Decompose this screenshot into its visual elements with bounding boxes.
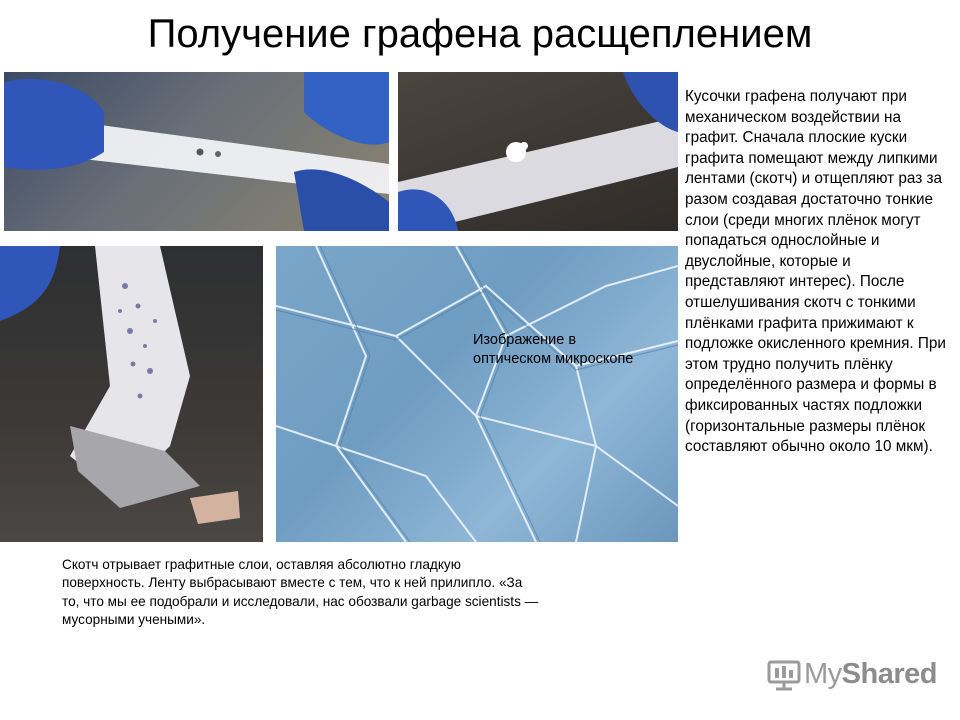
slide-title: Получение графена расщеплением [147, 12, 813, 56]
photo-tape-residue-illustration [0, 246, 263, 542]
graphene-description: Кусочки графена получают при механическом воздействии на графит. Сначала плоские куски графита помещают между липкими лентами (скотч) и отщепляют раз за разом создавая достаточно тонкие слои (среди многих плёнок могут попадаться однослойные и двуслойные, которые и представляют интерес). После отшелушивания скотч с тонкими плёнками графита прижимают к подложке окисленного кремния. При этом трудно получить плёнку определённого размера и формы в фиксированных частях подложки (горизонтальные размеры плёнок составляют обычно около 10 мкм). [685, 88, 946, 456]
logo-text [804, 658, 937, 691]
photo-tape-residue [0, 246, 263, 542]
logo-text-bold: Shared [841, 657, 937, 690]
photo-microscope-illustration [276, 246, 678, 542]
photo-tape-stretch [4, 72, 389, 231]
photo-tape-stretch-illustration [4, 72, 389, 231]
photo-tape-flake [398, 72, 678, 231]
photo-microscope-image [276, 246, 678, 542]
photo-tape-flake-illustration [398, 72, 678, 231]
logo-text-light: My [804, 657, 842, 690]
myshared-watermark [766, 656, 937, 692]
presentation-board-icon [766, 656, 802, 692]
microscope-caption: Изображение в оптическом микроскопе [473, 332, 634, 367]
tape-quote-text: Скотч отрывает графитные слои, оставляя абсолютно гладкую поверхность. Ленту выбрасывают вместе с тем, что к ней прилипло. «За то, что мы ее подобрали и исследовали, нас обозвали garbage scientists — мусорными учеными». [62, 557, 539, 628]
